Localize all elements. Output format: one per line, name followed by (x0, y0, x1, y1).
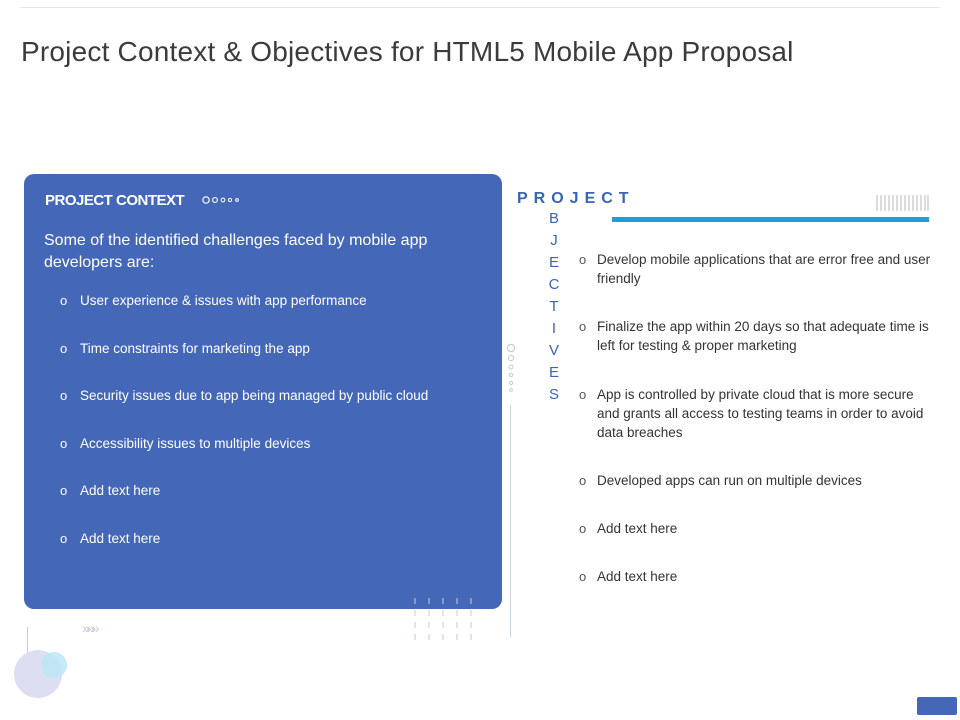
bullet-icon: o (60, 388, 68, 404)
list-item (60, 530, 428, 578)
bullet-icon: o (579, 521, 587, 536)
vertical-letter: J (550, 232, 558, 249)
vertical-letter: E (548, 254, 559, 271)
vertical-letter: I (551, 320, 557, 337)
vertical-dots-decoration-icon (504, 343, 520, 397)
vertical-letter: T (549, 298, 559, 315)
vertical-letter: B (548, 210, 559, 227)
bullet-icon: o (60, 293, 68, 308)
list-item (579, 519, 934, 567)
context-intro: Some of the identified challenges faced by mobile app developers are: (44, 232, 428, 271)
bullet-icon: o (579, 252, 587, 267)
vertical-divider (510, 405, 511, 637)
list-item (60, 387, 428, 435)
slide-title: Project Context & Objectives for HTML5 Mobile App Proposal (21, 36, 794, 67)
objectives-vertical-word (546, 208, 562, 406)
bullet-icon: o (60, 483, 68, 499)
vertical-letter: V (548, 342, 559, 359)
list-item-text: Finalize the app within 20 days so that adequate time is left for testing & proper marketing (597, 319, 929, 353)
list-item-text: Develop mobile applications that are error free and user friendly (597, 252, 931, 286)
objectives-list (579, 250, 934, 597)
bullet-icon: o (579, 387, 587, 402)
dashed-lines-decoration-icon (414, 598, 476, 640)
list-item-text: Developed apps can run on multiple devices (597, 473, 862, 488)
dots-decoration-icon (202, 194, 266, 206)
chevrons-decoration-icon: »»» (82, 620, 97, 636)
bullet-icon: o (579, 569, 587, 584)
slide-number-box (917, 697, 957, 715)
bullet-icon: o (60, 435, 68, 451)
context-heading: PROJECT CONTEXT (45, 192, 185, 209)
list-item (579, 385, 934, 471)
list-item (60, 435, 428, 483)
bullet-icon: o (60, 530, 68, 546)
list-item-text: Security issues due to app being managed by public cloud (80, 388, 429, 404)
bullet-icon: o (60, 340, 68, 356)
vertical-letter: E (548, 364, 559, 381)
list-item (579, 567, 934, 597)
objectives-heading-word: PROJECT (517, 190, 635, 207)
list-item (60, 340, 428, 388)
list-item (579, 471, 934, 519)
context-list (60, 292, 428, 578)
circles-decoration-icon (12, 648, 72, 700)
bullet-icon: o (579, 473, 587, 488)
stripes-decoration-icon (876, 195, 930, 211)
list-item (60, 482, 428, 530)
list-item (579, 250, 934, 317)
list-item-text: Accessibility issues to multiple devices (80, 435, 311, 451)
list-item-text: Add text here (80, 483, 161, 499)
accent-bar (612, 217, 929, 222)
list-item-text: Add text here (597, 521, 678, 536)
list-item-text: App is controlled by private cloud that is more secure and grants all access to testing teams in order to avoid data breaches (597, 387, 924, 440)
list-item (579, 317, 934, 385)
list-item-text: Add text here (80, 530, 161, 546)
bullet-icon: o (579, 319, 587, 334)
vertical-letter: C (548, 276, 560, 293)
list-item-text: Add text here (597, 569, 678, 584)
list-item-text: User experience & issues with app performance (80, 293, 367, 308)
top-divider (20, 7, 940, 8)
list-item-text: Time constraints for marketing the app (80, 340, 310, 356)
list-item (60, 292, 428, 340)
vertical-letter: S (548, 386, 559, 403)
project-context-panel (24, 174, 502, 609)
